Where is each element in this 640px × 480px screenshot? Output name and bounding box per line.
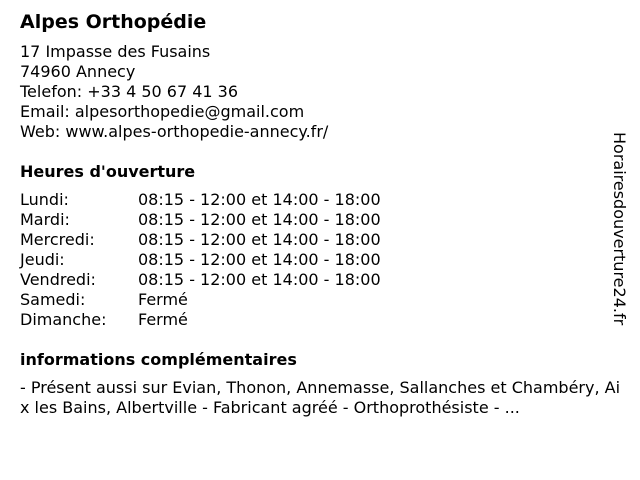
site-watermark: Horairesdouverture24.fr: [610, 132, 629, 326]
hours-time: Fermé: [138, 290, 188, 309]
hours-day: Jeudi:: [20, 250, 65, 269]
hours-time: Fermé: [138, 310, 188, 329]
hours-day: Mardi:: [20, 210, 70, 229]
address-line-city: 74960 Annecy: [20, 62, 136, 81]
info-heading: informations complémentaires: [20, 350, 297, 369]
hours-heading: Heures d'ouverture: [20, 162, 196, 181]
hours-time: 08:15 - 12:00 et 14:00 - 18:00: [138, 190, 381, 209]
hours-time: 08:15 - 12:00 et 14:00 - 18:00: [138, 230, 381, 249]
hours-row-saturday: [20, 290, 620, 310]
hours-row-wednesday: [20, 230, 620, 250]
hours-time: 08:15 - 12:00 et 14:00 - 18:00: [138, 250, 381, 269]
hours-row-thursday: [20, 250, 620, 270]
hours-row-sunday: [20, 310, 620, 330]
info-text: - Présent aussi sur Evian, Thonon, Annemasse, Sallanches et Chambéry, Aix les Bains, Albertville - Fabricant agréé - Orthoprothésiste - ...: [20, 378, 621, 417]
email-line: Email: alpesorthopedie@gmail.com: [20, 102, 305, 121]
address-line-street: 17 Impasse des Fusains: [20, 42, 211, 61]
business-name: Alpes Orthopédie: [20, 11, 207, 33]
hours-time: 08:15 - 12:00 et 14:00 - 18:00: [138, 210, 381, 229]
hours-row-tuesday: [20, 210, 620, 230]
business-card: [20, 8, 620, 418]
hours-day: Dimanche:: [20, 310, 107, 329]
hours-table: [20, 190, 620, 330]
phone-line: Telefon: +33 4 50 67 41 36: [20, 82, 239, 101]
hours-row-friday: [20, 270, 620, 290]
hours-row-monday: [20, 190, 620, 210]
hours-day: Mercredi:: [20, 230, 95, 249]
hours-day: Lundi:: [20, 190, 69, 209]
hours-time: 08:15 - 12:00 et 14:00 - 18:00: [138, 270, 381, 289]
web-line: Web: www.alpes-orthopedie-annecy.fr/: [20, 122, 329, 141]
hours-day: Samedi:: [20, 290, 86, 309]
hours-day: Vendredi:: [20, 270, 96, 289]
